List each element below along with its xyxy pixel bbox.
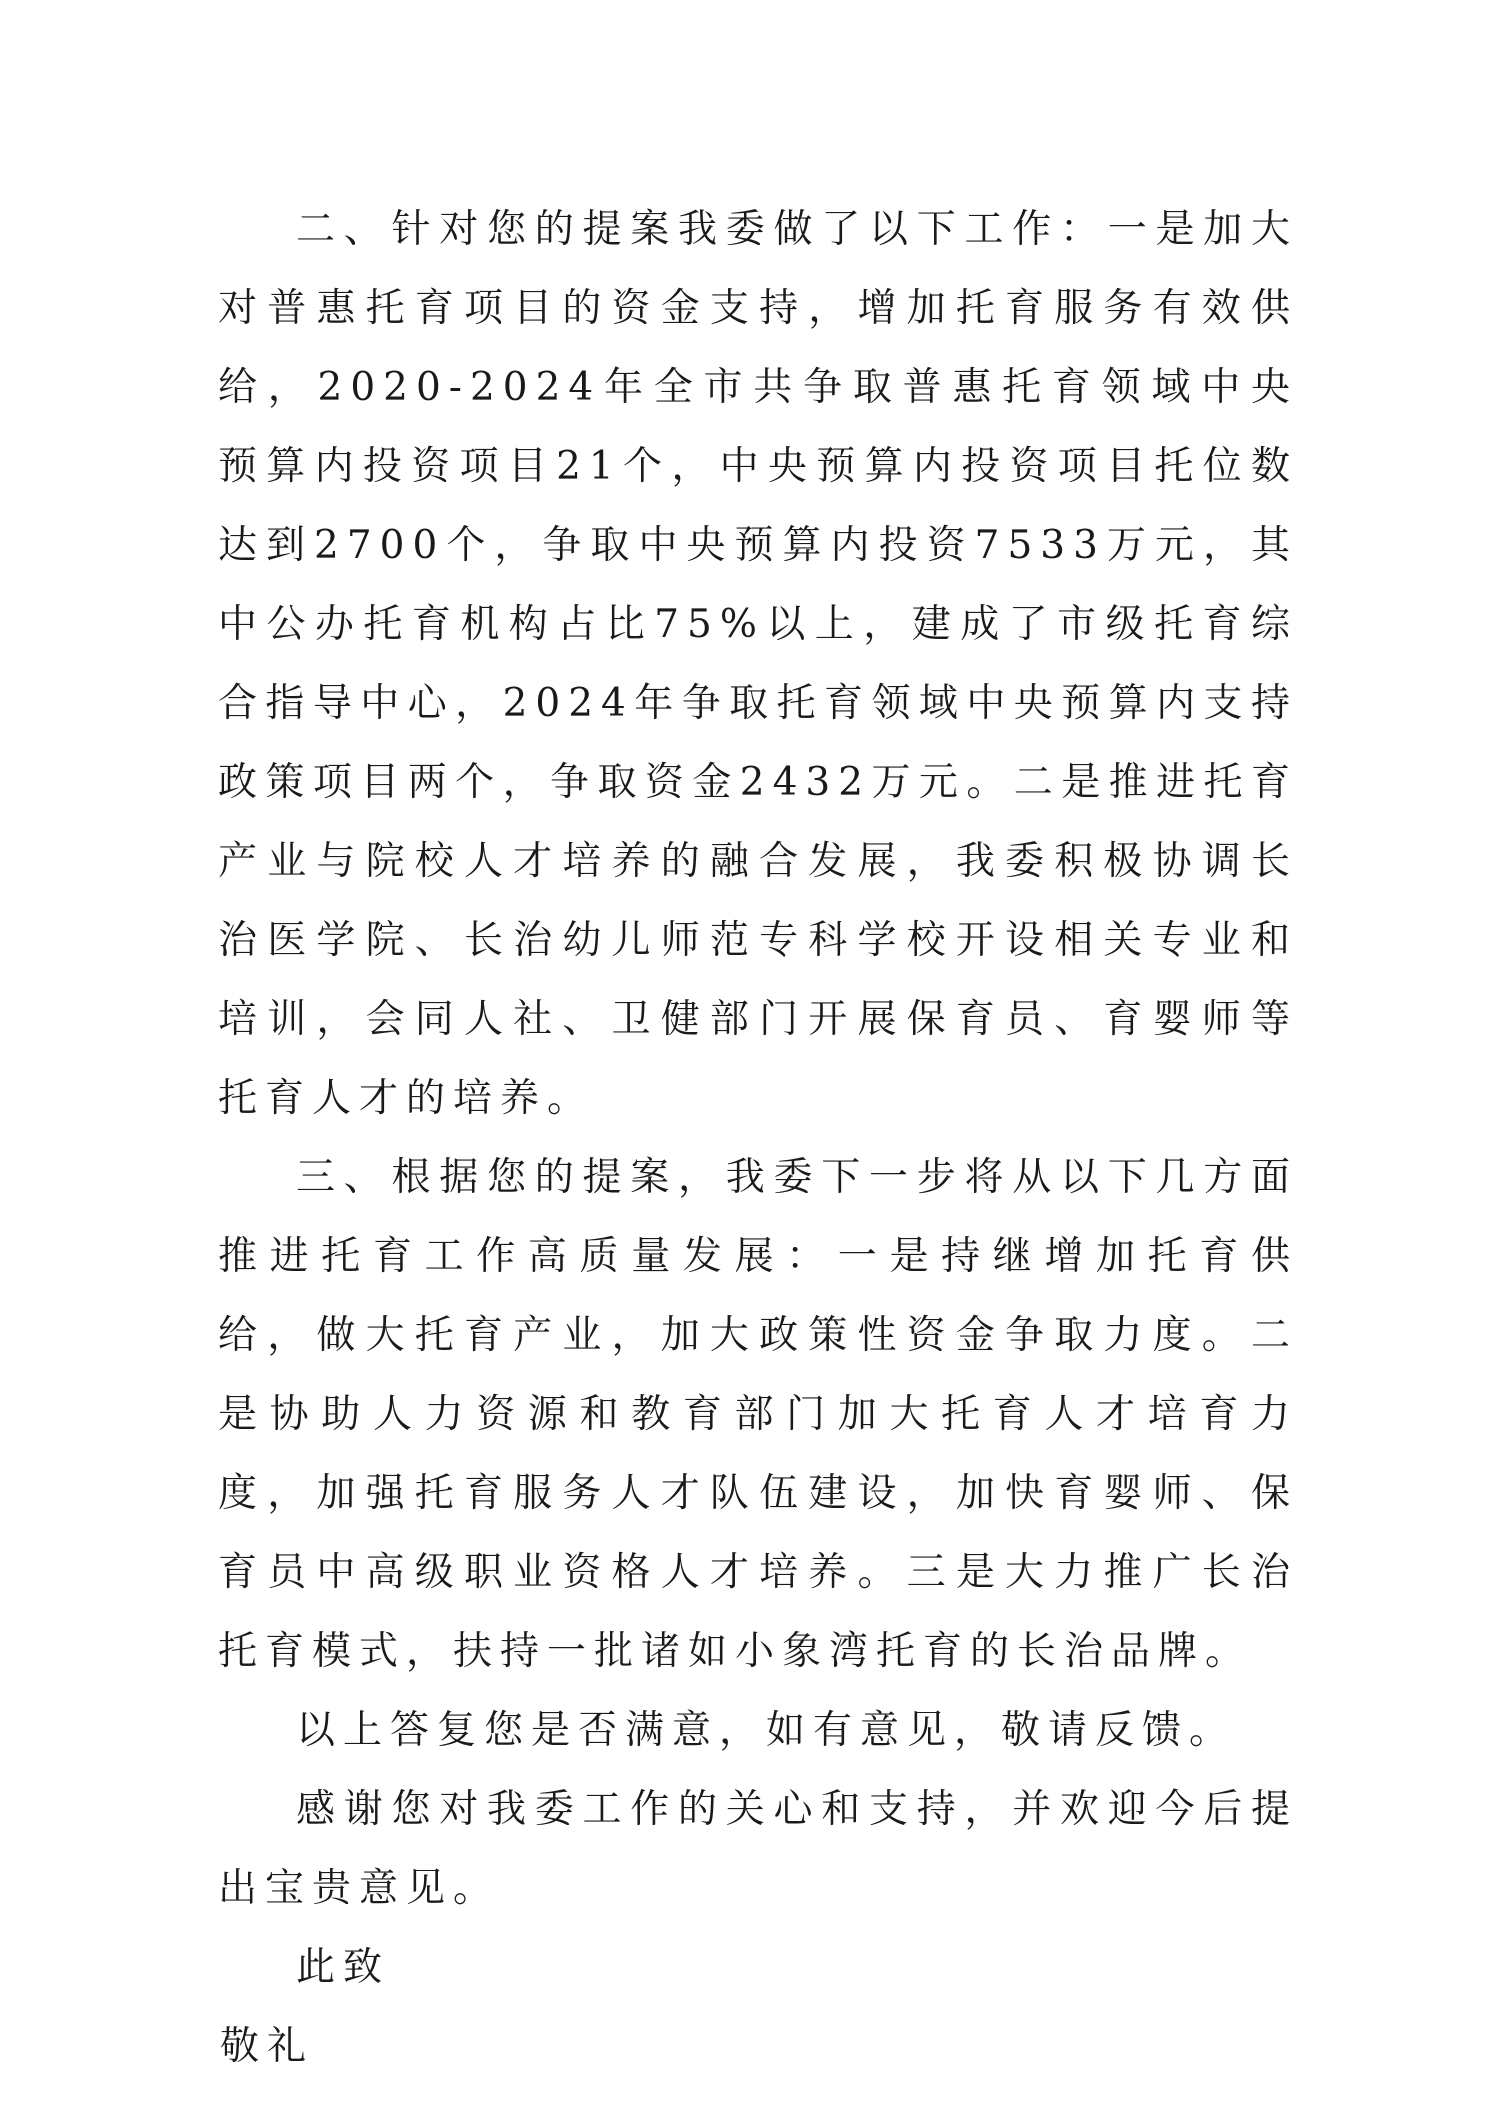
paragraph-work-done: 二、针对您的提案我委做了以下工作：一是加大对普惠托育项目的资金支持，增加托育服务有效供给，2020-2024年全市共争取普惠托育领域中央预算内投资项目21个，中央预算内投资项目托位数达到2700个，争取中央预算内投资7533万元，其中公办托育机构占比75%以上，建成了市级托育综合指导中心，2024年争取托育领域中央预算内支持政策项目两个，争取资金2432万元。二是推进托育产业与院校人才培养的融合发展，我委积极协调长治医学院、长治幼儿师范专科学校开设相关专业和培训，会同人社、卫健部门开展保育员、育婴师等托育人才的培养。 <box>218 207 1298 1121</box>
paragraph-next-steps: 三、根据您的提案，我委下一步将从以下几方面推进托育工作高质量发展：一是持继增加托育供给，做大托育产业，加大政策性资金争取力度。二是协助人力资源和教育部门加大托育人才培育力度，加强托育服务人才队伍建设，加快育婴师、保育员中高级职业资格人才培养。三是大力推广长治托育模式，扶持一批诸如小象湾托育的长治品牌。 <box>218 1155 1298 1674</box>
closing-phrase: 此致 <box>296 1945 391 1990</box>
paragraph-feedback: 以上答复您是否满意，如有意见，敬请反馈。 <box>296 1708 1237 1753</box>
paragraph-thanks: 感谢您对我委工作的关心和支持，并欢迎今后提出宝贵意见。 <box>218 1787 1298 1911</box>
document-body <box>218 190 1298 2086</box>
regards-phrase: 敬礼 <box>219 2024 314 2069</box>
